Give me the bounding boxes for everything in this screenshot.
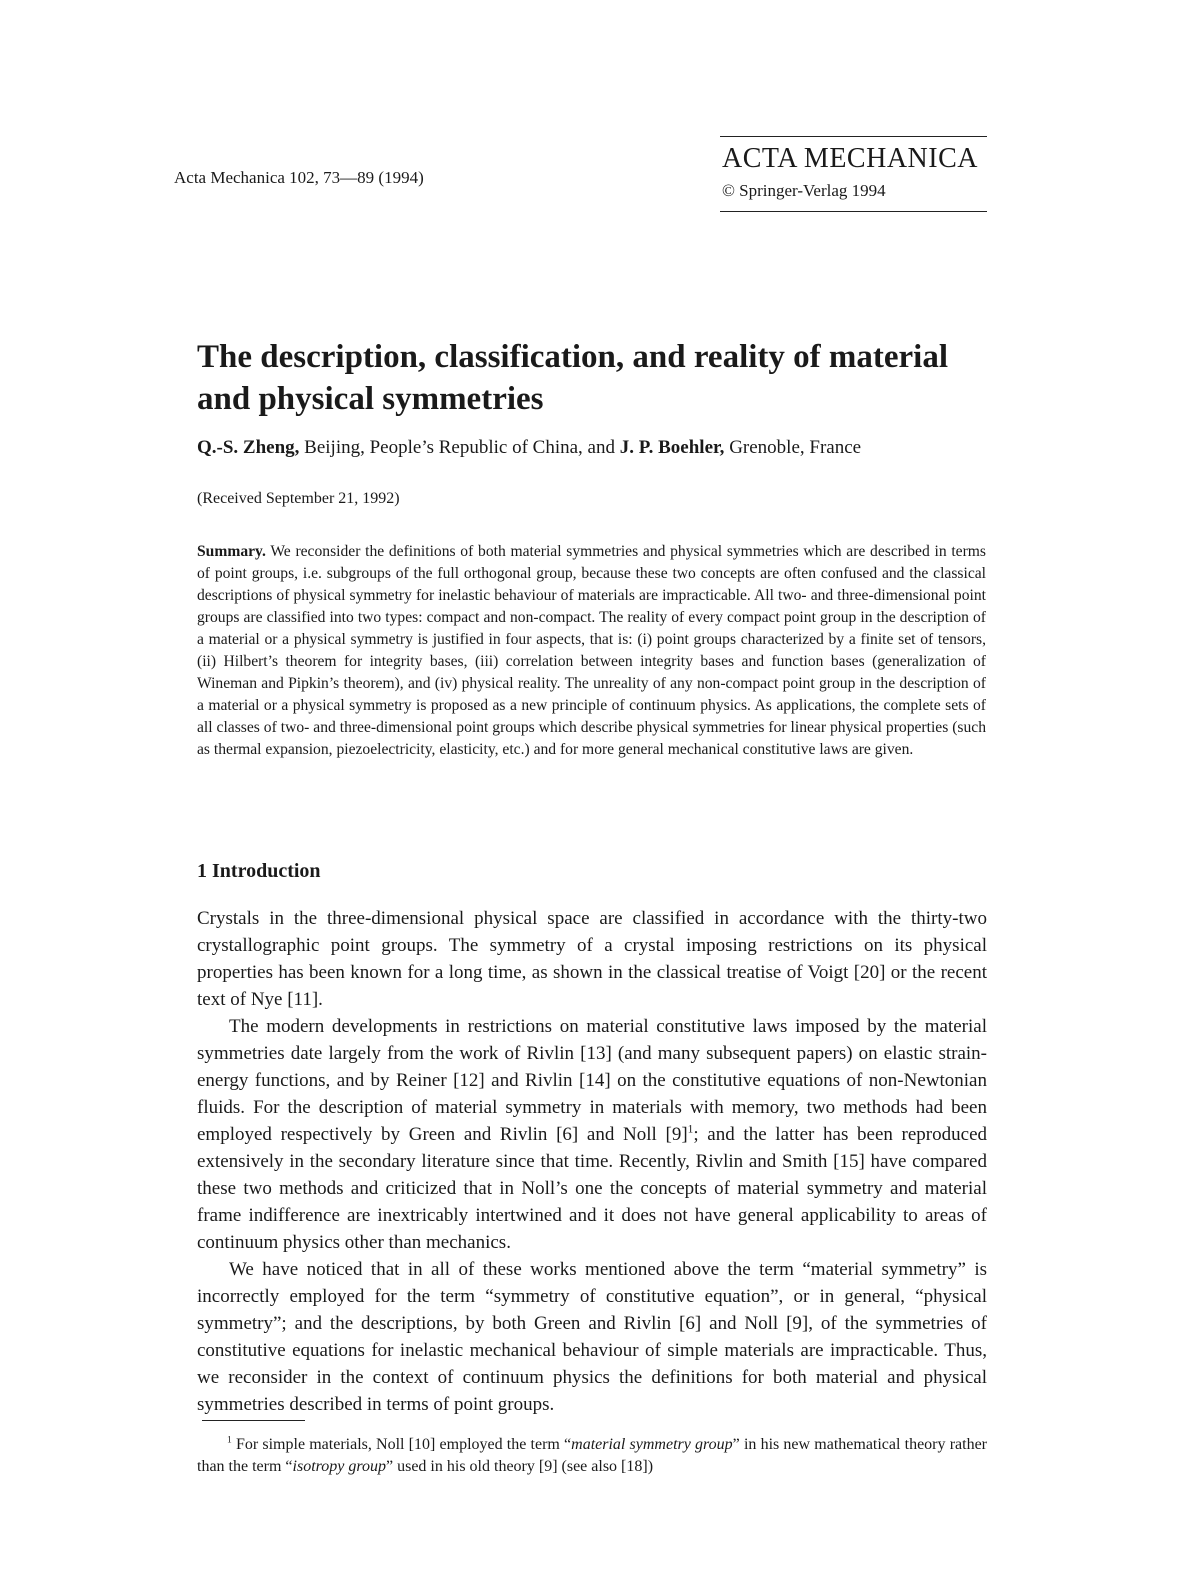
author-affiliation-2: Grenoble, France bbox=[724, 437, 862, 458]
footnote-separator bbox=[202, 1420, 305, 1421]
summary-abstract bbox=[197, 541, 986, 761]
summary-text: We reconsider the definitions of both material symmetries and physical symmetries which are described in terms of point groups, i.e. subgroups of the full orthogonal group, because these two concepts are often confused and the classical descriptions of physical symmetry for inelastic behaviour of materials are impracticable. All two- and three-dimensional point groups are classified into two types: compact and non-compact. The reality of every compact point group in the description of a material or a physical symmetry is justified in four aspects, that is: (i) point groups characterized by a finite set of tensors, (ii) Hilbert’s theorem for integrity bases, (iii) correlation between integrity bases and function bases (generalization of Wineman and Pipkin’s theorem), and (iv) physical reality. The unreality of any non-compact point group in the description of a material or a physical symmetry is proposed as a new principle of continuum physics. As applications, the complete sets of all classes of two- and three-dimensional point groups which describe physical symmetries for linear physical properties (such as thermal expansion, piezoelectricity, elasticity, etc.) and for more general mechanical constitutive laws are given. bbox=[197, 543, 986, 758]
journal-citation: Acta Mechanica 102, 73—89 (1994) bbox=[174, 168, 424, 187]
author-affiliation-1: Beijing, People’s Republic of China, and bbox=[299, 437, 620, 458]
journal-masthead bbox=[720, 136, 987, 212]
footnote-term-material-symmetry-group: material symmetry group bbox=[571, 1436, 733, 1453]
article-title: The description, classification, and reality of material and physical symmetries bbox=[197, 339, 948, 417]
author-name-1: Q.-S. Zheng, bbox=[197, 437, 300, 458]
summary-label: Summary. bbox=[197, 543, 266, 560]
footnote-text-c: ” used in his old theory [9] (see also [18]) bbox=[386, 1458, 654, 1475]
footnote-term-isotropy-group: isotropy group bbox=[292, 1458, 386, 1475]
author-line bbox=[197, 437, 861, 459]
footnote-reference: 1 bbox=[687, 1123, 694, 1136]
footnote-text-b: ” in his new mathematical theory rather than the term “ bbox=[197, 1436, 987, 1475]
footnote-text-a: For simple materials, Noll [10] employed the term “ bbox=[231, 1436, 572, 1453]
intro-paragraph-2-part-a: The modern developments in restrictions on material constitutive laws imposed by the material symmetries date largely from the work of Rivlin [13] (and many subsequent papers) on elastic strain-energy functions, and by Reiner [12] and Rivlin [14] on the constitutive equations of non-Newtonian fluids. For the description of material symmetry in materials with memory, two methods had been employed respectively by Green and Rivlin [6] and Noll [9] bbox=[197, 1016, 987, 1145]
intro-paragraph-2-part-b: ; and the latter has been reproduced extensively in the secondary literature since that time. Recently, Rivlin and Smith [15] have compared these two methods and criticized that in Noll’s one the concepts of material symmetry and material frame indifference are inextricably intertwined and it does not have general applicability to areas of continuum physics other than mechanics. bbox=[197, 1124, 987, 1253]
footnote-marker: 1 bbox=[227, 1434, 232, 1446]
introduction-body bbox=[197, 905, 987, 1418]
journal-name: ACTA MECHANICA bbox=[722, 143, 978, 174]
received-date: (Received September 21, 1992) bbox=[197, 490, 400, 507]
author-name-2: J. P. Boehler, bbox=[619, 437, 725, 458]
intro-paragraph-3: We have noticed that in all of these works mentioned above the term “material symmetry” is incorrectly employed for the term “symmetry of constitutive equation”, or in general, “physical symmetry”; and the descriptions, by both Green and Rivlin [6] and Noll [9], of the symmetries of constitutive equations for inelastic mechanical behaviour of simple materials are impracticable. Thus, we reconsider in the context of continuum physics the definitions for both material and physical symmetries described in terms of point groups. bbox=[197, 1259, 987, 1415]
masthead-top-rule bbox=[720, 136, 987, 137]
footnote bbox=[197, 1434, 987, 1478]
section-heading-introduction: 1 Introduction bbox=[197, 860, 321, 882]
intro-paragraph-2 bbox=[197, 1013, 987, 1256]
masthead-bottom-rule bbox=[720, 211, 987, 212]
intro-paragraph-1: Crystals in the three-dimensional physical space are classified in accordance with the thirty-two crystallographic point groups. The symmetry of a crystal imposing restrictions on its physical properties has been known for a long time, as shown in the classical treatise of Voigt [20] or the recent text of Nye [11]. bbox=[197, 908, 987, 1010]
copyright-notice: © Springer-Verlag 1994 bbox=[722, 181, 886, 200]
